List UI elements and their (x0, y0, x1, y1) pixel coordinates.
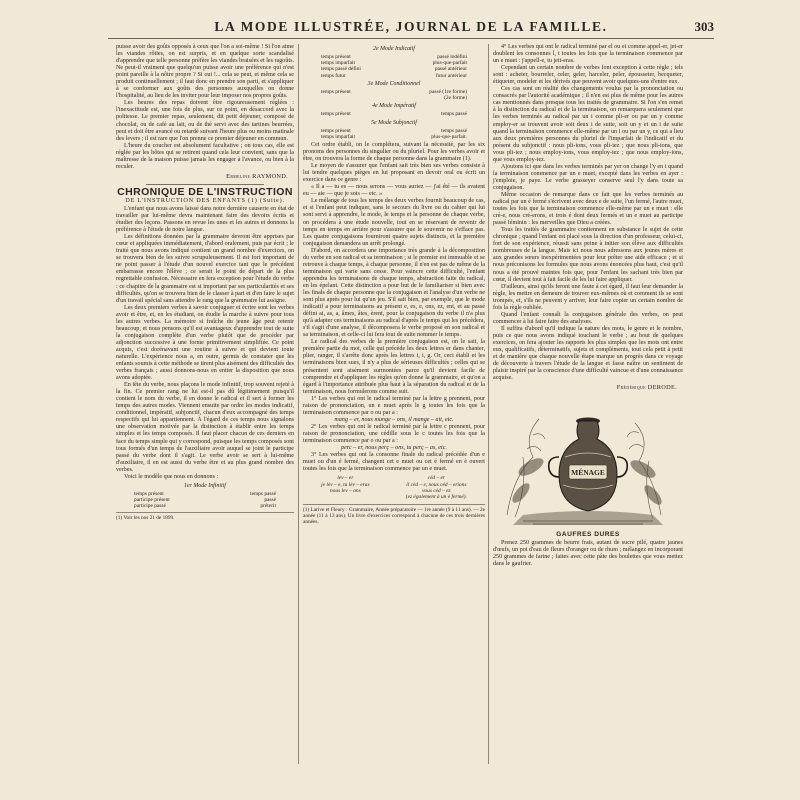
tense-row (303, 95, 485, 101)
tense-simple: temps passé défini (321, 66, 361, 73)
mode-conditionnel (303, 81, 485, 101)
paragraph: Cependant un certain nombre de verbes font exception à cette règle ; tels sont : acheter, bourreler, celer, geler, harceler, peler, épousseter, becqueter, étiqueter, modeler et les dérivés que peuvent avoir quelques-uns d'entre eux. (493, 65, 683, 86)
mode-title: 1er Mode Infinitif (184, 482, 226, 489)
tense-compound: passé indéfini (437, 54, 467, 61)
tense-compound: (2e forme) (444, 95, 467, 102)
tense-compound: passé antérieur (434, 66, 467, 73)
tense-compound: temps passé (441, 111, 467, 118)
paragraph: Le mélange de tous les temps des deux verbes fournit beaucoup de cas, et si l'enfant peut indiquer, sans le secours du livre ou du cahier qui lui sont servi à apprendre, le mode, le temps et la personne de chaque verbe, on procédera à une étude nouvelle, tout en se réservant de revenir de temps en temps en arrière pour s'assurer que le souvenir ne s'efface pas. Les quatre conjugaisons fourniront quatre sujets distincts, et la première conjugaison demandera un arrêt prolongé. (303, 198, 485, 247)
tense-simple: temps présent (321, 54, 351, 61)
signature-raymond: Ermeline RAYMOND. (226, 172, 288, 180)
column-3 (493, 44, 683, 569)
mode-infinitif (116, 483, 294, 510)
tense-compound: temps passé (441, 127, 467, 134)
mode-indicatif (303, 46, 485, 79)
paragraph: Tous les traités de grammaire contiennent en substance le sujet de cette chronique ; quand l'enfant est placé sous la direction d'un professeur, celui-ci, fort de son expérience, réussit sans peine à initier son élève aux difficultés nombreuses de la langue. Mais ici nous nous adressons aux jeunes mères et aux grandes sœurs inexpérimentées pour leur prêter une aide efficace ; et si nous préconisons les formules que nous avons énoncées plus haut, c'est qu'il nous a été prouvé maintes fois que, pour l'enfant les sachant très bien par cœur, il devient tout à fait facile de les lui faire appliquer. (493, 227, 683, 283)
footnote: (1) Voir les nos 21 de 1899. (116, 512, 294, 521)
paragraph: Ces cas sont en réalité des changements voulus par la prononciation ou consacrés par l'autorité académique ; il n'en est plus de même pour les autres cas mentionnés dans presque tous les traités de grammaire. Si l'on s'en remet à la distinction du radical et de la terminaison, on remarquera seulement que les verbes terminés au radical par un i comme pli-er ou par un y comme employ-er se trouvent avoir soit deux i de suite, soit un y et un i de suite quand la terminaison commence elle-même par un i ou par un y, ce qui a lieu aux deux premières personnes du pluriel de l'imparfait de l'indicatif et du présent du subjonctif : nous pli-ions, vous pli-iez ; que nous pli-ions, que vous pli-iez ; nous employ-ions, vous employ-iez ; que nous employ-ions, que vous employ-iez. (493, 86, 683, 163)
footnote: (1) Larive et Fleury : Grammaire, Année préparatoire — 1re année (9 à 11 ans). — 2e année (11 à 13 ans). Un livre d'exercices correspond à chacune de ces trois dernières années. (303, 504, 485, 526)
tense-row (303, 134, 485, 140)
example-line: nous lev – ons (329, 488, 361, 495)
recipe-title: GAUFRES DURES (556, 531, 620, 539)
conjugation-examples (303, 475, 485, 501)
tense-row (116, 503, 294, 509)
example-line: (ez également à un é fermé). (405, 494, 467, 501)
example-line: vous céd – ez (422, 488, 451, 495)
example-line: je lèv – e, tu lèv – eras (321, 481, 370, 488)
paragraph: Cet ordre établi, on le complétera, suivant la nécessité, par les six pronoms des personnes du singulier ou du pluriel. Pour les verbes avoir et être, on trouvera la forme de chaque personne dans la grammaire (1). (303, 142, 485, 163)
mode-title: 5e Mode Subjonctif (371, 119, 417, 126)
example-line: lev – er (337, 475, 354, 482)
column-divider-2 (488, 44, 489, 764)
tense-compound: plus-que-parfait. (431, 133, 467, 140)
signature-derode: Frédérique DERODE. (616, 384, 677, 392)
page-number: 303 (694, 19, 714, 34)
tense-simple: temps présent (321, 127, 351, 134)
mode-subjonctif (303, 120, 485, 140)
conjugation-ceder (406, 475, 467, 501)
tense-simple: temps présent (321, 88, 351, 95)
example-line: céd – er (427, 475, 446, 482)
paragraph: Il suffira d'abord qu'il indique la nature des mots, le genre et le nombre, puis ce que nous avons indiqué touchant le verbe ; au bout de quelques exercices, on fera ajouter les rapports les plus simples que les mots ont entre eux, qualificatifs, déterminatifs, sujets et compléments, tout cela petit à petit et de manière que chaque nouvelle étape marque un progrès dans ce voyage de découverte à travers l'étude de la langue et fasse naître un sentiment de plaisir inspiré par la conscience d'une difficulté vaincue et d'une connaissance acquise. (493, 325, 683, 382)
column-1 (116, 44, 294, 522)
tense-compound: temps passé (250, 490, 276, 497)
tense-simple: temps présent (134, 490, 164, 497)
menage-pot-icon (493, 397, 683, 529)
mode-title: 3e Mode Conditionnel (367, 80, 421, 87)
tense-simple: temps imparfait (321, 133, 355, 140)
tense-compound: passé (1re forme) (429, 88, 467, 95)
mode-title: 2e Mode Indicatif (373, 46, 415, 52)
paragraph: Le radical des verbes de la première conjugaison est, on le sait, la première partie du mot, celle qui précède les deux lettres er dans chanter, plier, ranger, il s'arrête donc après les lettres t, i, g. Or, ceci établi et les terminaisons bien sues, il n'y a plus de sérieuses difficultés ; celles qui se présentent sont aisément surmontées parce qu'il devient facile de comprendre et d'appliquer les règles qu'en donne la grammaire, et qu'on a égard à l'importance attribuée plus haut à la séparation du radical et de la terminaison, nous formulerons comme suit. (303, 339, 485, 395)
paragraph: 1° Les verbes qui ont le radical terminé par la lettre g prennent, pour raison de prononciation, un e muet après le g toutes les fois que la terminaison commence par o ou par a : (303, 395, 485, 416)
tense-simple: temps présent (321, 111, 351, 118)
example-line: perc – er, nous perç – ons, tu perç – as, etc. (341, 445, 447, 452)
conjugation-lever (321, 475, 370, 501)
journal-title: LA MODE ILLUSTRÉE, JOURNAL DE LA FAMILLE. (214, 19, 608, 34)
paragraph: Quand l'enfant connaît la conjugaison générale des verbes, on peut commencer à lui faire faire des analyses. (493, 311, 683, 325)
column-divider-1 (298, 44, 299, 764)
column-2 (303, 44, 485, 525)
mode-title: 4e Mode Impératif (372, 103, 416, 110)
paragraph: Ajoutons ici que dans les verbes terminés par yer on change l'y en i quand la terminaison commence par un e muet, excepté dans les verbes en ayer : j'emploie, je paye. Le verbe grasseyer conserve seul l'y dans toute sa conjugaison. (493, 163, 683, 191)
paragraph: Les heures des repas doivent être rigoureusement réglées : l'inexactitude est, une fois de plus, sur ce point, en désaccord avec la politesse. Le premier repas, seulement, dit petit déjeuner, composé de chocolat, ou de café au lait, ou de thé servi avec des tartines beurrées, peut et doit être avancé ou retardé suivant l'heure plus ou moins matinale des levers ; il est rare que l'on prenne ce premier déjeuner en commun. (116, 100, 294, 142)
paragraph: D'abord, on accordera une importance très grande à la décomposition du verbe en son radical et sa terminaison ; si le premier est immuable et se retrouve à chaque temps, à chaque personne, il n'en est pas de même de la terminaison qui varie sans cesse. Pour vaincre cette difficulté, l'enfant apprendra les terminaisons de chaque temps, abstraction faite du radical, en les épelant. Cette distinction a pour but de le familiariser si bien avec les finals de chaque personne que la conjugaison et l'analyse d'un verbe ne sont plus après pour lui qu'un jeu. S'il sait bien, par exemple, que le mode indicatif a pour terminaisons au présent e, es, e, ons, ez, ent, et au passé défini ai, as, a, âmes, âtes, èrent, pour la conjugaison du verbe il n'a plus qu'à adapter ces terminaisons au radical d'après le temps qui les précèdera, s'il s'agit d'une analyse, il décomposera le verbe proposé en son radical et sa terminaison, et celle-ci lui fera tout de suite nommer le temps. (303, 247, 485, 339)
paragraph: En tête du verbe, nous plaçons le mode infinitif, trop souvent rejeté à la fin. Ce premier rang ne lui est-il pas dû légitimement puisqu'il contient le nom du verbe, il en donne le radical et il sert à former les temps des autres modes. Viennent ensuite par ordre les modes indicatif, conditionnel, impératif, subjonctif, chacun d'eux accompagné des temps respectifs qui lui appartiennent. À l'égard de ces temps nous signalons une observation motivée par la distinction à établir entre les temps simples et les temps composés. Il faut placer chacun de ces derniers en face du temps simple qui y correspond, puisque les temps composés sont tous formés d'un temps de l'auxiliaire avoir auquel se joint le participe passé du verbe dont il s'agit. Le verbe avoir se sert à lui-même d'auxiliaire, il en est aussi du verbe être et au plus grand nombre des verbes. (116, 382, 294, 473)
paragraph: Voici le modèle que nous en donnons : (124, 473, 219, 480)
tense-compound: préterit (260, 503, 276, 510)
paragraph: Même occasion de remarque dans ce fait que les verbes terminés au radical par un é fermé s'écrivent avec deux e de suite, l'un fermé, l'autre muet, toutes les fois que la terminaison commence elle-même par un e muet : elle cré-e, nous cré-erons, et trois é dont deux fermés et un e muet au participe passé féminin : les merveilles que Dieu a créées. (493, 191, 683, 227)
chronicle-title: CHRONIQUE DE L'INSTRUCTION (117, 185, 293, 198)
engraving-illustration (493, 397, 683, 529)
paragraph: « Il a — tu es — nous serons — vous auriez — j'ai été — ils avaient eu — aie — que je sois — etc. » (303, 184, 485, 198)
tense-compound: futur antérieur (436, 72, 467, 79)
paragraph: puisse avoir des goûts opposés à ceux que l'on a soi-même ! Si l'on aime les viandes rôties, on est surpris, et en quelque sorte scandalisé d'apprendre que telle personne préfère les viandes braisées et les ragoûts. Ne peut-il vraiment que quelqu'un puisse avoir une préférence qui n'est point pareille à la nôtre propre ? Si oui !... cela se peut, et même cela se produit continuellement ; il faut donc en prendre son parti, et s'appliquer à se conformer aux goûts des personnes auxquelles on donne l'hospitalité, au lieu de les inviter pour leur imposer nos propres goûts. (116, 44, 294, 100)
tense-row (303, 111, 485, 117)
section-rule (146, 184, 264, 185)
tense-simple: temps imparfait (321, 60, 355, 67)
paragraph: D'ailleurs, ainsi qu'ils feront une faute à cet égard, il faut leur demander la règle, les mettre en demeure de trouver eux-mêmes où et comment ils se sont trompés, et, s'ils ne peuvent y arriver, leur faire copier un certain nombre de fois la règle oubliée. (493, 283, 683, 311)
paragraph: L'heure du coucher est absolument facultative ; on tous cas, elle est réglée par les hôtes qui se retirent quand cela leur convient, sans que la maîtresse de la maison puisse jamais les engager à l'avance, ou bien à la reculer. (116, 142, 294, 170)
example-line: il cèd – e, nous céd – erions (406, 481, 467, 488)
example-line: mang – er, nous mange – ons, il mange – ait, etc. (334, 416, 454, 423)
pot-label: MÉNAGE (571, 468, 605, 478)
tense-row (303, 73, 485, 79)
tense-compound: plus-que-parfait (432, 60, 467, 67)
mode-imperatif (303, 103, 485, 117)
paragraph: L'enfant que nous avons laissé dans notre dernière causerie en état de travailler par lui-même devra maintenant faire des devoirs écrits et étudier des leçons. Passons en revue les unes et les autres et donnons la préférence à l'étude de notre langue. (116, 205, 294, 234)
paragraph: Le moyen de s'assurer que l'enfant sait très bien ses verbes consiste à lui tendre quelques pièges en lui proposant en devoir oral ou écrit un exercice dans ce genre : (303, 163, 485, 184)
chronicle-subtitle: DE L'INSTRUCTION DES ENFANTS (1) (Suite). (125, 196, 285, 204)
recipe-text: Prenez 250 grammes de beurre frais, autant de sucre pilé, quatre jaunes d'œufs, un pot d'eau de fleurs d'oranger ou de rhum ; mélangez en incorporant 250 grammes de farine ; faites avec cette pâte des boulettes que vous mettez dans le gaufrier. (493, 540, 683, 568)
paragraph: Les définitions données par la grammaire devront être apprises par cœur et appliquées immédiatement, d'abord oralement, puis par écrit ; le traité que nous avons indiqué contient un grand nombre d'exercices, on se trouvera bien de les suivre scrupuleusement. Il est fort important de ne point passer à l'étude d'un nouvel exercice tant que le précédent embarrasse encore l'élève ; ce serait le point de départ de la plus regrettable confusion. Nécessaire en fera exception pour l'étude du verbe : ce chapitre de la grammaire est si important par ses particularités et ses difficultés, qu'on se trouvera bien de le classer à part et d'en faire le sujet d'un travail spécial sans attendre le rang que la grammaire lui assigne. (116, 234, 294, 304)
tense-simple: temps futur (321, 72, 346, 79)
tense-simple: participe présent (134, 497, 170, 504)
paragraph: 4° Les verbes qui ont le radical terminé par el ou et comme appel-er, jet-er doublent les consonnes l, t toutes les fois que la terminaison commence par un e muet : j'appell-e, tu jett-eras. (493, 44, 683, 65)
tense-compound: passé (264, 497, 276, 504)
paragraph: 3° Les verbes qui ont la consonne finale du radical précédée d'un e muet ou d'un é fermé, changent cet e muet ou cet é fermé en è ouvert toutes les fois que la terminaison commence par un e muet. (303, 452, 485, 473)
paragraph: 2° Les verbes qui ont le radical terminé par la lettre c prennent, pour raison de prononciation, une cédille sous le c toutes les fois que la terminaison commence par o ou par a : (303, 423, 485, 444)
paragraph: Les deux premiers verbes à savoir conjuguer et écrire sont les verbes avoir et être, et, en les étudiant, on étudie la marche à suivre pour tous les autres verbes. La mémoire si fraîche du jeune âge peut retenir beaucoup, et nous pensons qu'il est avantageux d'apprendre tout de suite la conjugaison complète d'un verbe plutôt que de procéder par adjonction successive à une forme primitivement simplifiée. Ce point acquis, c'est dorénavant une routine à suivre et qui devient toute naturelle. L'expérience nous a, en outre, germis de constater que les enfants soumis à cette méthode se tirent plus aisément des difficultés des verbes français ; aussi donnons-nous en entier la disposition que nous avons adoptée. (116, 304, 294, 382)
tense-simple: participe passé (134, 503, 166, 510)
running-header (108, 16, 714, 39)
